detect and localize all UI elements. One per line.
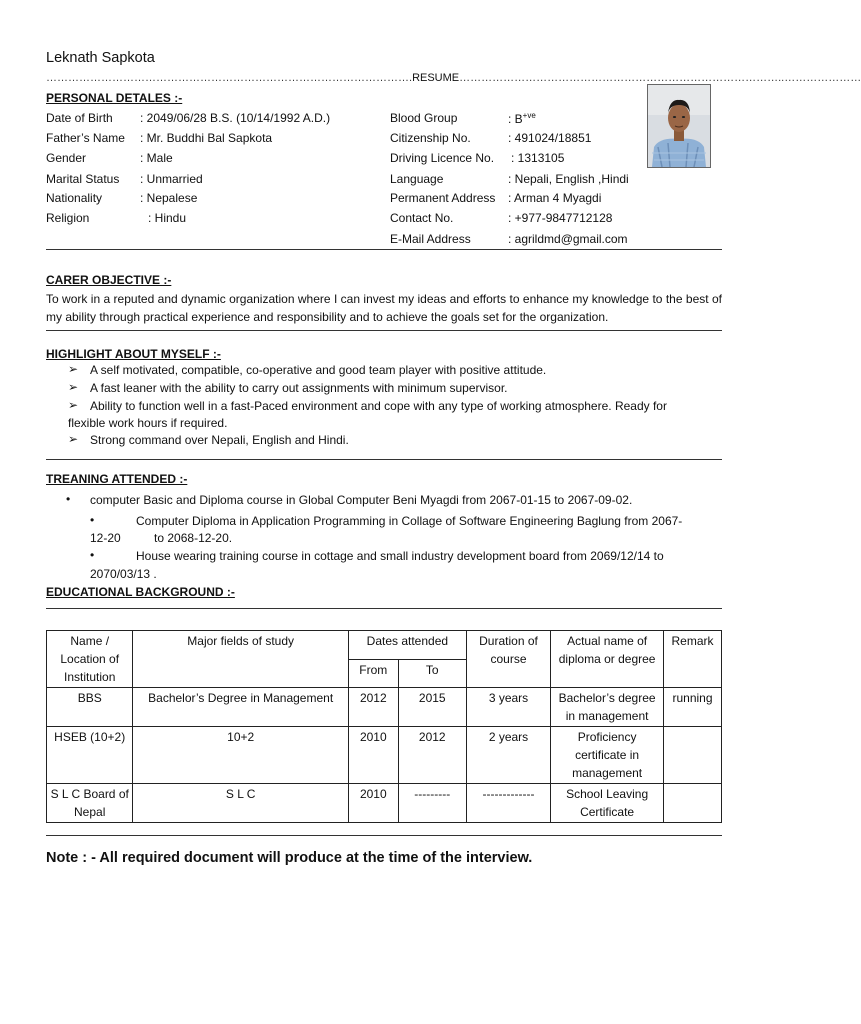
col-duration: Duration of course <box>466 631 550 688</box>
father-label: Father’s Name <box>46 131 125 145</box>
religion-label: Religion <box>46 211 90 225</box>
cell-institution: S L C Board of Nepal <box>47 784 133 823</box>
cell-major: S L C <box>133 784 349 823</box>
col-from: From <box>348 659 398 688</box>
religion-value: : Hindu <box>148 211 187 225</box>
address-value: : Arman 4 Myagdi <box>508 191 602 205</box>
bullet-icon: • <box>90 513 95 527</box>
list-item-continuation: 2070/03/13 . <box>90 567 157 581</box>
blood-group-value: : $B^{+ve}$ <box>508 111 536 126</box>
col-institution: Name / Location of Institution <box>47 631 133 688</box>
gender-label: Gender <box>46 151 87 165</box>
cell-diploma: School Leaving Certificate <box>551 784 664 823</box>
career-objective-text: To work in a reputed and dynamic organization where I can invest my ideas and efforts to enhance my knowledge to the best of my ability through practical experience and responsibility and to achieve the goals set for the organization. <box>46 292 722 324</box>
dob-value: : 2049/06/28 B.S. (10/14/1992 A.D.) <box>140 111 331 125</box>
list-item: Computer Diploma in Application Programming in Collage of Software Engineering Baglung from 2067- <box>136 514 683 528</box>
cell-from: 2010 <box>348 727 398 784</box>
cell-institution: BBS <box>47 688 133 727</box>
col-to: To <box>398 659 466 688</box>
arrow-bullet-icon: ➢ <box>68 380 79 394</box>
divider <box>46 459 722 460</box>
highlight-heading: HIGHLIGHT ABOUT MYSELF :- <box>46 347 221 361</box>
col-diploma: Actual name of diploma or degree <box>551 631 664 688</box>
portrait-image <box>648 85 710 167</box>
bullet-icon: • <box>90 548 95 562</box>
career-objective-heading: CARER OBJECTIVE :- <box>46 273 172 287</box>
blood-group-label: Blood Group <box>390 111 458 125</box>
email-value: : agrildmd@gmail.com <box>508 232 628 246</box>
marital-value: : Unmarried <box>140 172 203 186</box>
cell-institution: HSEB (10+2) <box>47 727 133 784</box>
list-item: House wearing training course in cottage and small industry development board from 2069/12/14 to <box>136 549 664 563</box>
table-row <box>47 688 722 727</box>
cell-duration: 2 years <box>466 727 550 784</box>
divider <box>46 249 722 250</box>
col-major: Major fields of study <box>133 631 349 688</box>
resume-divider: ……………………………………………………………………………………….RESUME……………………………………………………………………………..………………… <box>46 72 861 84</box>
education-table <box>46 630 722 823</box>
blood-group-sup: +ve <box>522 111 536 120</box>
cell-remark: running <box>664 688 722 727</box>
cell-remark <box>664 727 722 784</box>
list-item: A self motivated, compatible, co-operative and good team player with positive attitude. <box>90 363 547 377</box>
training-heading: TREANING ATTENDED :- <box>46 472 188 486</box>
marital-label: Marital Status <box>46 172 120 186</box>
cell-to: 2015 <box>398 688 466 727</box>
contact-value: : +977-9847712128 <box>508 211 613 225</box>
cell-duration: ------------- <box>466 784 550 823</box>
divider <box>46 835 722 836</box>
resume-label: RESUME <box>412 72 460 84</box>
applicant-photo <box>647 84 711 168</box>
education-heading: EDUCATIONAL BACKGROUND :- <box>46 585 235 599</box>
list-item: computer Basic and Diploma course in Global Computer Beni Myagdi from 2067-01-15 to 2067-09-02. <box>90 493 633 507</box>
col-dates: Dates attended <box>348 631 466 660</box>
divider <box>46 608 722 609</box>
cell-diploma: Proficiency certificate in management <box>551 727 664 784</box>
nationality-label: Nationality <box>46 191 103 205</box>
language-label: Language <box>390 172 444 186</box>
arrow-bullet-icon: ➢ <box>68 362 79 376</box>
arrow-bullet-icon: ➢ <box>68 398 79 412</box>
cell-diploma: Bachelor’s degree in management <box>551 688 664 727</box>
list-item-continuation: flexible work hours if required. <box>68 416 228 430</box>
list-item: A fast leaner with the ability to carry out assignments with minimum supervisor. <box>90 381 508 395</box>
cell-to: --------- <box>398 784 466 823</box>
nationality-value: : Nepalese <box>140 191 198 205</box>
list-item: Ability to function well in a fast-Paced environment and cope with any type of working atmosphere. Ready for <box>90 399 667 413</box>
father-value: : Mr. Buddhi Bal Sapkota <box>140 131 273 145</box>
cell-major: 10+2 <box>133 727 349 784</box>
divider <box>46 330 722 331</box>
gender-value: : Male <box>140 151 173 165</box>
table-header-row <box>47 631 722 660</box>
arrow-bullet-icon: ➢ <box>68 432 79 446</box>
interview-note: Note : - All required document will produce at the time of the interview. <box>46 850 533 866</box>
applicant-name: Leknath Sapkota <box>46 50 155 66</box>
personal-details-heading: PERSONAL DETALES :- <box>46 91 183 105</box>
cell-from: 2010 <box>348 784 398 823</box>
list-item-continuation: 12-20 to 2068-12-20. <box>90 531 233 545</box>
language-value: : Nepali, English ,Hindi <box>508 172 629 186</box>
cell-from: 2012 <box>348 688 398 727</box>
table-row <box>47 784 722 823</box>
cell-to: 2012 <box>398 727 466 784</box>
list-item: Strong command over Nepali, English and Hindi. <box>90 433 349 447</box>
bullet-icon: • <box>66 492 71 506</box>
cell-major: Bachelor’s Degree in Management <box>133 688 349 727</box>
citizenship-label: Citizenship No. <box>390 131 471 145</box>
contact-label: Contact No. <box>390 211 454 225</box>
licence-value: : 1313105 <box>511 151 565 165</box>
licence-label: Driving Licence No. <box>390 151 495 165</box>
cell-duration: 3 years <box>466 688 550 727</box>
col-remark: Remark <box>664 631 722 688</box>
citizenship-value: : 491024/18851 <box>508 131 592 145</box>
cell-remark <box>664 784 722 823</box>
email-label: E-Mail Address <box>390 232 471 246</box>
dob-label: Date of Birth <box>46 111 113 125</box>
table-row <box>47 727 722 784</box>
address-label: Permanent Address <box>390 191 496 205</box>
